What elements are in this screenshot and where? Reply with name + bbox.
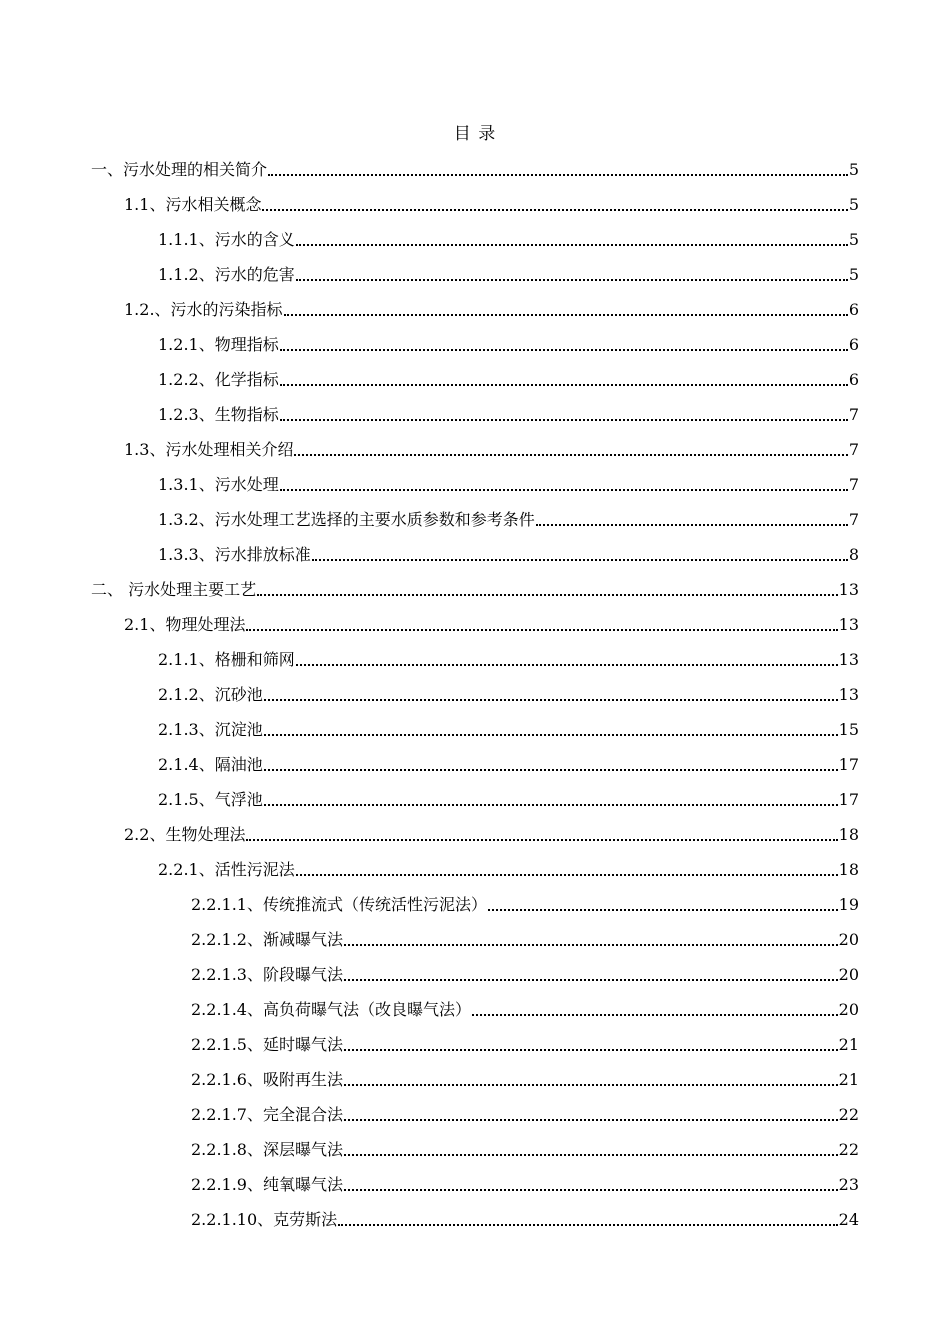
toc-entry[interactable] — [158, 260, 859, 286]
toc-title: 目 录 — [453, 124, 497, 144]
toc-dot-leader — [488, 909, 838, 911]
toc-entry-label: 1.2.1、物理指标 — [158, 335, 279, 354]
toc-page-number: 6 — [848, 300, 859, 319]
toc-page-number: 20 — [838, 1000, 859, 1019]
toc-entry-label: 2.1.1、格栅和筛网 — [158, 650, 295, 669]
toc-entry-label: 2.2.1.6、吸附再生法 — [191, 1070, 343, 1089]
toc-entry[interactable] — [191, 960, 859, 986]
toc-dot-leader — [284, 314, 848, 316]
toc-entry-label: 1.3.2、污水处理工艺选择的主要水质参数和参考条件 — [158, 510, 535, 529]
toc-dot-leader — [264, 699, 838, 701]
toc-entry-label: 2.2.1.2、渐减曝气法 — [191, 930, 343, 949]
toc-entry-label: 一、污水处理的相关简介 — [91, 160, 268, 179]
toc-dot-leader — [280, 349, 848, 351]
toc-dot-leader — [344, 1049, 838, 1051]
toc-dot-leader — [296, 279, 848, 281]
toc-entry[interactable] — [158, 400, 859, 426]
toc-page-number: 6 — [848, 335, 859, 354]
toc-entry-label: 2.1.5、气浮池 — [158, 790, 263, 809]
toc-page-number: 22 — [838, 1105, 859, 1124]
toc-dot-leader — [344, 1084, 838, 1086]
toc-entry-label: 1.1、污水相关概念 — [124, 195, 262, 214]
toc-dot-leader — [344, 1154, 838, 1156]
toc-page-number: 15 — [838, 720, 859, 739]
toc-entry-label: 二、 污水处理主要工艺 — [91, 580, 257, 599]
toc-entry-label: 2.2.1.1、传统推流式（传统活性污泥法） — [191, 895, 487, 914]
toc-dot-leader — [264, 734, 838, 736]
toc-entry-label: 2.2.1.5、延时曝气法 — [191, 1035, 343, 1054]
toc-dot-leader — [296, 874, 838, 876]
toc-entry[interactable] — [158, 540, 859, 566]
toc-dot-leader — [294, 454, 847, 456]
toc-entry[interactable] — [191, 995, 859, 1021]
toc-entry[interactable] — [124, 190, 859, 216]
toc-entry[interactable] — [158, 645, 859, 671]
toc-dot-leader — [344, 979, 838, 981]
toc-page-number: 7 — [848, 405, 859, 424]
toc-dot-leader — [246, 629, 837, 631]
toc-page-number: 18 — [838, 860, 859, 879]
toc-entry[interactable] — [124, 435, 859, 461]
toc-dot-leader — [257, 594, 838, 596]
toc-entry[interactable] — [158, 365, 859, 391]
toc-dot-leader — [296, 664, 838, 666]
toc-dot-leader — [262, 209, 847, 211]
toc-page-number: 13 — [838, 580, 859, 599]
toc-entry-label: 2.1.3、沉淀池 — [158, 720, 263, 739]
toc-dot-leader — [344, 1189, 838, 1191]
toc-entry-label: 2.1.2、沉砂池 — [158, 685, 263, 704]
toc-page-number: 5 — [848, 265, 859, 284]
toc-entry[interactable] — [191, 1135, 859, 1161]
toc-entry[interactable] — [191, 925, 859, 951]
toc-entry[interactable] — [124, 820, 859, 846]
toc-entry[interactable] — [124, 610, 859, 636]
toc-entry-label: 1.3.3、污水排放标准 — [158, 545, 311, 564]
toc-entry[interactable] — [91, 155, 859, 181]
toc-entry-label: 2.1、物理处理法 — [124, 615, 246, 634]
toc-entry-label: 1.3、污水处理相关介绍 — [124, 440, 294, 459]
toc-dot-leader — [344, 944, 838, 946]
toc-page-number: 8 — [848, 545, 859, 564]
toc-page-number: 21 — [838, 1035, 859, 1054]
toc-dot-leader — [246, 839, 837, 841]
toc-page-number: 21 — [838, 1070, 859, 1089]
toc-dot-leader — [280, 384, 848, 386]
toc-dot-leader — [536, 524, 848, 526]
toc-entry-label: 1.1.2、污水的危害 — [158, 265, 295, 284]
toc-entry[interactable] — [158, 470, 859, 496]
toc-entry[interactable] — [91, 575, 859, 601]
toc-page-number: 5 — [848, 160, 859, 179]
toc-dot-leader — [264, 804, 838, 806]
toc-entry-label: 1.2.2、化学指标 — [158, 370, 279, 389]
toc-page-number: 7 — [848, 510, 859, 529]
toc-entry-label: 2.2.1、活性污泥法 — [158, 860, 295, 879]
toc-dot-leader — [338, 1224, 837, 1226]
toc-page-number: 13 — [838, 685, 859, 704]
toc-entry[interactable] — [158, 715, 859, 741]
toc-page-number: 18 — [838, 825, 859, 844]
toc-entry-label: 2.2.1.3、阶段曝气法 — [191, 965, 343, 984]
toc-dot-leader — [280, 419, 848, 421]
toc-page-number: 24 — [838, 1210, 859, 1229]
toc-page-number: 23 — [838, 1175, 859, 1194]
toc-entry[interactable] — [191, 1205, 859, 1231]
toc-entry[interactable] — [158, 330, 859, 356]
toc-page-number: 13 — [838, 615, 859, 634]
toc-page-number: 22 — [838, 1140, 859, 1159]
toc-page-number: 20 — [838, 930, 859, 949]
toc-dot-leader — [264, 769, 838, 771]
toc-entry-label: 2.1.4、隔油池 — [158, 755, 263, 774]
toc-entry[interactable] — [158, 785, 859, 811]
toc-page-number: 7 — [848, 475, 859, 494]
toc-dot-leader — [344, 1119, 838, 1121]
toc-entry-label: 1.2.、污水的污染指标 — [124, 300, 283, 319]
toc-page-number: 17 — [838, 755, 859, 774]
toc-entry[interactable] — [191, 1100, 859, 1126]
toc-page-number: 5 — [848, 195, 859, 214]
toc-dot-leader — [296, 244, 848, 246]
toc-entry-label: 1.2.3、生物指标 — [158, 405, 279, 424]
toc-entry-label: 2.2、生物处理法 — [124, 825, 246, 844]
toc-page-number: 20 — [838, 965, 859, 984]
toc-dot-leader — [280, 489, 848, 491]
toc-page-number: 19 — [838, 895, 859, 914]
toc-page-number: 13 — [838, 650, 859, 669]
toc-entry[interactable] — [158, 750, 859, 776]
toc-entry-label: 2.2.1.7、完全混合法 — [191, 1105, 343, 1124]
toc-entry[interactable] — [158, 680, 859, 706]
toc-dot-leader — [472, 1014, 838, 1016]
toc-page-number: 7 — [848, 440, 859, 459]
toc-page-number: 17 — [838, 790, 859, 809]
toc-dot-leader — [268, 174, 848, 176]
toc-entry-label: 2.2.1.9、纯氧曝气法 — [191, 1175, 343, 1194]
toc-entry[interactable] — [191, 1030, 859, 1056]
toc-entry[interactable] — [191, 1065, 859, 1091]
toc-entry-label: 1.1.1、污水的含义 — [158, 230, 295, 249]
toc-entry[interactable] — [191, 1170, 859, 1196]
toc-page-number: 5 — [848, 230, 859, 249]
toc-entry-label: 1.3.1、污水处理 — [158, 475, 279, 494]
toc-entry-label: 2.2.1.8、深层曝气法 — [191, 1140, 343, 1159]
toc-entry[interactable] — [158, 855, 859, 881]
toc-entry[interactable] — [158, 225, 859, 251]
toc-entry[interactable] — [191, 890, 859, 916]
toc-entry-label: 2.2.1.4、高负荷曝气法（改良曝气法） — [191, 1000, 471, 1019]
toc-entry[interactable] — [158, 505, 859, 531]
toc-page-number: 6 — [848, 370, 859, 389]
toc-dot-leader — [312, 559, 848, 561]
toc-entry-label: 2.2.1.10、克劳斯法 — [191, 1210, 338, 1229]
toc-entry[interactable] — [124, 295, 859, 321]
